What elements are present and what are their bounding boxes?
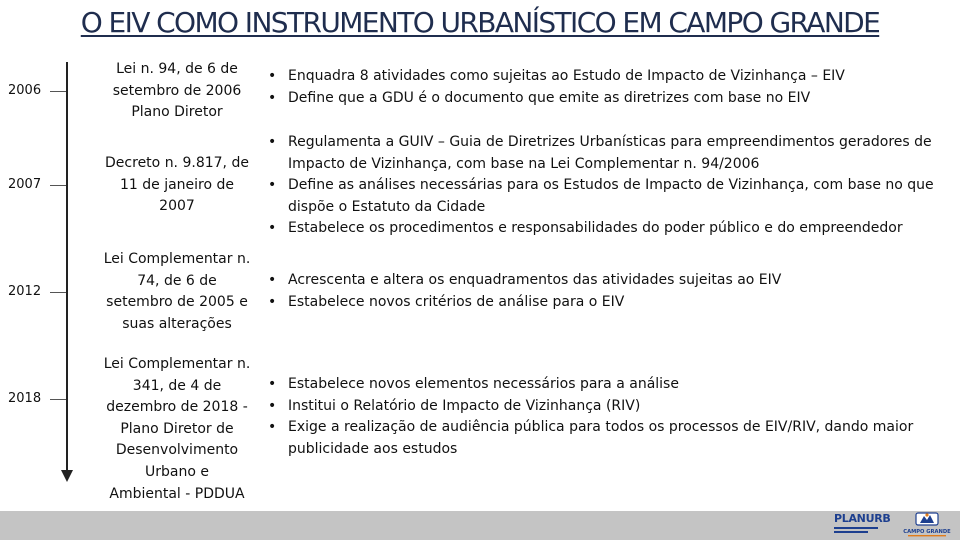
bullet-item: • Define as análises necessárias para os Estudos de Impacto de Vizinhança, com base no que dispõe o Estatuto da Cidade — [264, 175, 954, 218]
campo-grande-emblem-icon — [916, 513, 938, 525]
timeline-tick — [50, 91, 66, 92]
bullet-item: • Estabelece novos elementos necessários para a análise — [264, 374, 954, 396]
bullets-2007 — [264, 132, 954, 240]
campo-grande-logo-text: CAMPO GRANDE — [903, 529, 951, 535]
bullet-item: • Define que a GDU é o documento que emite as diretrizes com base no EIV — [264, 88, 954, 110]
bullets-2012 — [264, 270, 954, 313]
law-line: 2007 — [159, 198, 195, 215]
timeline-tick — [50, 399, 66, 400]
law-2006 — [94, 59, 260, 124]
campo-grande-logo — [902, 511, 952, 539]
law-line: Lei Complementar n. — [103, 251, 251, 267]
bullet-item: • Exige a realização de audiência pública para todos os processos de EIV/RIV, dando maior publicidade aos estudos — [264, 417, 954, 460]
law-2018 — [94, 354, 260, 505]
bullet-item: • Regulamenta a GUIV – Guia de Diretrizes Urbanísticas para empreendimentos geradores de Impacto de Vizinhança, com base na Lei Complementar n. 94/2006 — [264, 132, 954, 175]
law-line: Urbano e — [145, 463, 209, 480]
law-line: Plano Diretor de — [120, 420, 234, 437]
law-line: Decreto n. 9.817, de — [105, 155, 249, 171]
bullet-item: • Enquadra 8 atividades como sujeitas ao Estudo de Impacto de Vizinhança – EIV — [264, 66, 954, 88]
page-title: O EIV COMO INSTRUMENTO URBANÍSTICO EM CAMPO GRANDE — [80, 6, 880, 39]
law-line: 341, de 4 de — [132, 377, 222, 394]
logo-line — [834, 531, 868, 533]
year-2012: 2012 — [8, 284, 42, 299]
timeline-tick — [50, 292, 66, 293]
bullet-item: • Estabelece os procedimentos e responsabilidades do poder público e do empreendedor — [264, 218, 954, 240]
law-line: 11 de janeiro de — [119, 176, 235, 193]
law-line: setembro de 2006 — [112, 82, 242, 99]
law-line: Lei Complementar n. — [103, 356, 251, 372]
law-2012 — [94, 249, 260, 335]
law-line: setembro de 2005 e — [106, 294, 248, 311]
bullet-item: • Estabelece novos critérios de análise para o EIV — [264, 292, 954, 314]
law-line: suas alterações — [122, 315, 232, 332]
year-2006: 2006 — [8, 83, 42, 98]
bullets-2018 — [264, 374, 954, 460]
planurb-logo — [834, 512, 891, 538]
law-line: Lei n. 94, de 6 de — [116, 61, 238, 77]
timeline-arrow-icon — [61, 470, 73, 482]
bullet-item: • Acrescenta e altera os enquadramentos das atividades sujeitas ao EIV — [264, 270, 954, 292]
logo-underline — [908, 535, 946, 536]
logo-line — [834, 527, 878, 529]
timeline-axis — [66, 62, 68, 472]
footer-bar — [0, 511, 960, 540]
law-line: dezembro de 2018 - — [106, 399, 248, 416]
law-line: Desenvolvimento — [115, 442, 239, 459]
bullet-item: • Institui o Relatório de Impacto de Vizinhança (RIV) — [264, 396, 954, 418]
law-line: Ambiental - PDDUA — [109, 485, 245, 502]
planurb-logo-text: PLANURB — [834, 512, 891, 525]
law-line: 74, de 6 de — [137, 272, 217, 289]
timeline-tick — [50, 185, 66, 186]
law-2007 — [94, 153, 260, 218]
year-2018: 2018 — [8, 391, 42, 406]
bullets-2006 — [264, 66, 954, 109]
law-line: Plano Diretor — [131, 104, 223, 121]
year-2007: 2007 — [8, 177, 42, 192]
